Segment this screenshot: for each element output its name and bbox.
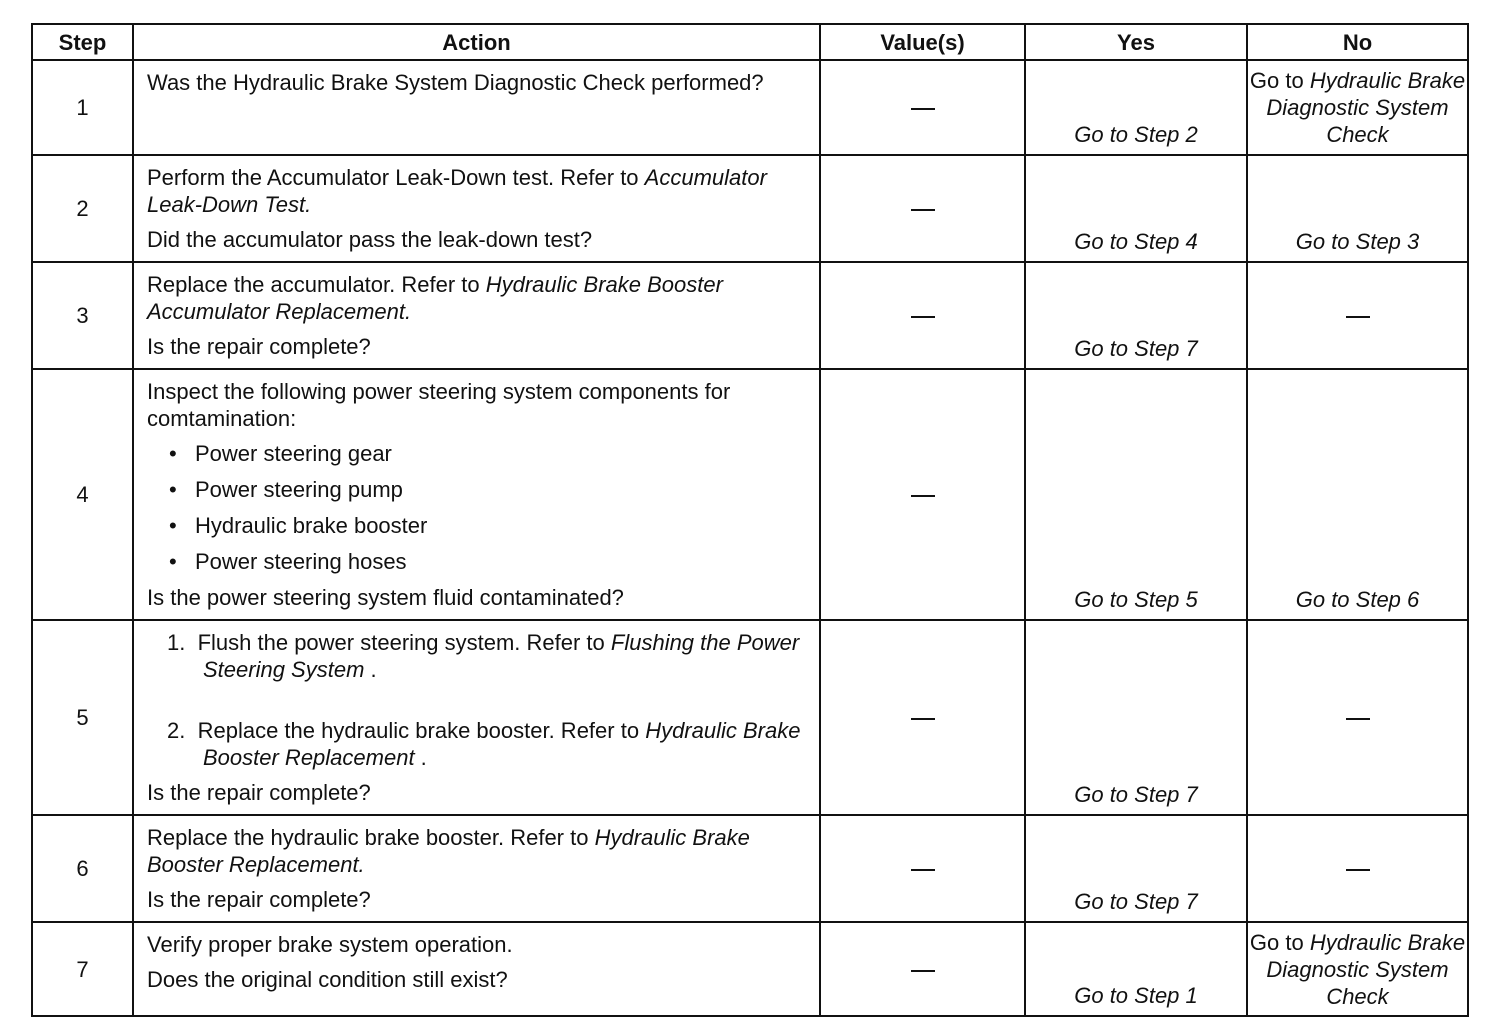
value-cell — [820, 262, 1025, 369]
no-cell — [1247, 815, 1468, 922]
action-cell: Inspect the following power steering system components for comtamination: • Power steering gear • Power steering pump • Hydraulic brake booster • Power steering hoses Is the power steering system fluid contaminated? — [133, 369, 820, 620]
diagnostic-table — [31, 23, 1469, 1017]
question-text: Is the repair complete? — [147, 334, 371, 359]
step-number: 2 — [32, 155, 133, 262]
yes-cell: Go to Step 1 — [1025, 922, 1247, 1016]
table-row — [32, 262, 1468, 369]
action-cell: Perform the Accumulator Leak-Down test. Refer to Accumulator Leak-Down Test. Did the accumulator pass the leak-down test? — [133, 155, 820, 262]
question-text: Is the repair complete? — [147, 887, 371, 912]
procedure-list — [147, 629, 807, 771]
dash-mark — [911, 108, 935, 110]
question-text: Is the repair complete? — [147, 780, 371, 805]
step-number: 3 — [32, 262, 133, 369]
action-cell: Replace the hydraulic brake booster. Refer to Hydraulic Brake Booster Replacement. Is the repair complete? — [133, 815, 820, 922]
header-step: Step — [32, 24, 133, 60]
step-number: 6 — [32, 815, 133, 922]
dash-mark — [911, 718, 935, 720]
action-cell — [133, 922, 820, 1016]
yes-cell: Go to Step 7 — [1025, 815, 1247, 922]
dash-mark — [911, 495, 935, 497]
reference-link: Hydraulic Brake Booster Replacement — [203, 718, 801, 770]
dash-mark — [1346, 869, 1370, 871]
list-item: • Power steering gear — [169, 440, 807, 467]
dash-mark — [1346, 316, 1370, 318]
yes-cell: Go to Step 4 — [1025, 155, 1247, 262]
dash-mark — [911, 209, 935, 211]
reference-link: Flushing the Power Steering System — [203, 630, 800, 682]
no-cell: Go to Step 3 — [1247, 155, 1468, 262]
value-cell — [820, 155, 1025, 262]
table-row — [32, 922, 1468, 1016]
no-cell: Go to Hydraulic Brake Diagnostic System Check — [1247, 922, 1468, 1016]
action-cell — [133, 60, 820, 155]
action-cell — [133, 620, 820, 815]
list-item: • Power steering hoses — [169, 548, 807, 575]
no-cell — [1247, 262, 1468, 369]
value-cell — [820, 815, 1025, 922]
header-action: Action — [133, 24, 820, 60]
action-cell: Replace the accumulator. Refer to Hydraulic Brake Booster Accumulator Replacement. Is the repair complete? — [133, 262, 820, 369]
header-row — [32, 24, 1468, 60]
no-cell: Go to Hydraulic Brake Diagnostic System Check — [1247, 60, 1468, 155]
table-row — [32, 60, 1468, 155]
header-yes: Yes — [1025, 24, 1247, 60]
table-row — [32, 620, 1468, 815]
question-text: Did the accumulator pass the leak-down test? — [147, 227, 593, 252]
value-cell — [820, 620, 1025, 815]
reference-link: Hydraulic Brake Booster Replacement. — [147, 825, 750, 877]
table-row — [32, 369, 1468, 620]
no-cell — [1247, 620, 1468, 815]
yes-cell: Go to Step 7 — [1025, 620, 1247, 815]
reference-link: Hydraulic Brake Booster Accumulator Replacement. — [147, 272, 723, 324]
step-number: 7 — [32, 922, 133, 1016]
list-item: • Power steering pump — [169, 476, 807, 503]
yes-cell: Go to Step 5 — [1025, 369, 1247, 620]
question-text: Is the power steering system fluid contaminated? — [147, 585, 624, 610]
table-row — [32, 815, 1468, 922]
dash-mark — [911, 316, 935, 318]
dash-mark — [911, 970, 935, 972]
value-cell — [820, 369, 1025, 620]
list-item: • Hydraulic brake booster — [169, 512, 807, 539]
yes-cell: Go to Step 2 — [1025, 60, 1247, 155]
value-cell — [820, 60, 1025, 155]
no-cell: Go to Step 6 — [1247, 369, 1468, 620]
list-item: 1. Flush the power steering system. Refer to Flushing the Power Steering System . — [167, 630, 800, 682]
header-no: No — [1247, 24, 1468, 60]
yes-cell: Go to Step 7 — [1025, 262, 1247, 369]
reference-link: Accumulator Leak-Down Test. — [147, 165, 767, 217]
action-text: Verify proper brake system operation. — [147, 932, 513, 957]
list-item: 2. Replace the hydraulic brake booster. Refer to Hydraulic Brake Booster Replacement . — [167, 718, 801, 770]
value-cell — [820, 922, 1025, 1016]
step-number: 5 — [32, 620, 133, 815]
action-text: Was the Hydraulic Brake System Diagnostic Check performed? — [147, 70, 764, 95]
header-values: Value(s) — [820, 24, 1025, 60]
question-text: Does the original condition still exist? — [147, 967, 508, 992]
step-number: 1 — [32, 60, 133, 155]
table-row — [32, 155, 1468, 262]
component-list — [147, 440, 807, 575]
step-number: 4 — [32, 369, 133, 620]
dash-mark — [1346, 718, 1370, 720]
dash-mark — [911, 869, 935, 871]
